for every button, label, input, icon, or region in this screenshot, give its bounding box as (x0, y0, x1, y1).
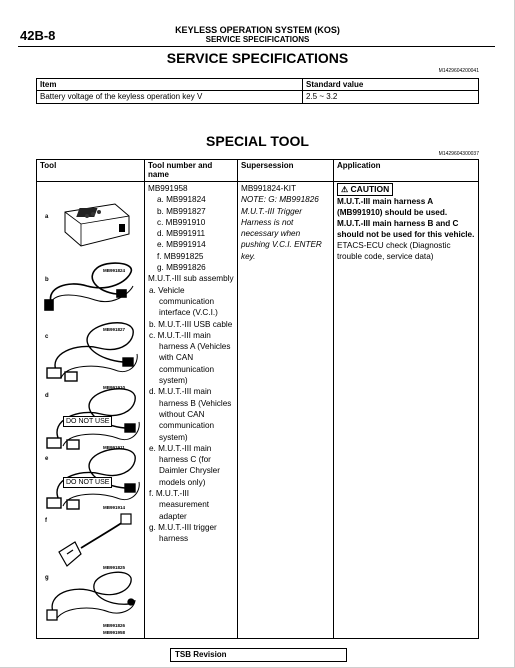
supersession-number: MB991824-KIT (241, 184, 297, 193)
tool-number-name-cell (145, 182, 238, 639)
vci-device-drawing (65, 204, 129, 246)
spec-header-row (37, 79, 479, 91)
do-not-use-label-d: DO NOT USE (63, 416, 112, 427)
header-rule (18, 46, 495, 47)
tool-header-row (37, 160, 479, 182)
tool-name-f: f. M.U.T.-III measurement adapter (149, 489, 210, 521)
tool-number-g: g. MB991826 (157, 263, 206, 273)
tool-header-supersession: Supersession (238, 160, 334, 182)
spec-header-item: Item (37, 79, 303, 91)
tool-illustration-cell (37, 182, 145, 639)
page-number: 42B-8 (20, 28, 56, 43)
tool-label-e: e (45, 456, 49, 462)
tool-number-d: d. MB991911 (157, 229, 206, 239)
tool-header-application: Application (334, 160, 479, 182)
part-number-mb991914: MB991914 (103, 505, 126, 510)
tool-name-d: d. M.U.T.-III main harness B (Vehicles without CAN communication system) (149, 387, 232, 442)
tool-name-b: b. M.U.T.-III USB cable (149, 319, 233, 329)
tool-sub-assembly-name: M.U.T.-III sub assembly (148, 274, 234, 284)
section-title: KEYLESS OPERATION SYSTEM (KOS) (175, 25, 340, 35)
spec-value-cell: 2.5 ~ 3.2 (303, 91, 479, 104)
tool-number-e: e. MB991914 (157, 240, 206, 250)
service-specifications-title: SERVICE SPECIFICATIONS (166, 50, 349, 66)
tool-number-f: f. MB991825 (157, 251, 204, 261)
tool-number-a: a. MB991824 (157, 195, 206, 205)
tool-name-c: c. M.U.T.-III main harness A (Vehicles with CAN communication system) (149, 330, 231, 386)
service-specifications-table (36, 78, 479, 104)
spec-item-cell: Battery voltage of the keyless operation key V (37, 91, 303, 104)
tool-name-a: a. Vehicle communication interface (V.C.I.) (149, 285, 218, 318)
application-text: ETACS-ECU check (Diagnostic trouble code, service data) (337, 241, 451, 261)
part-number-mb991826: MB991826 (103, 623, 126, 628)
warning-triangle-icon: ⚠ (341, 185, 349, 194)
part-number-mb991911: MB991911 (103, 445, 125, 450)
measurement-adapter-drawing (59, 514, 131, 566)
special-tool-title: SPECIAL TOOL (206, 133, 309, 149)
tool-label-c: c (45, 334, 49, 340)
supersession-cell (238, 182, 334, 639)
tool-label-d: d (45, 393, 49, 399)
subsection-title: SERVICE SPECIFICATIONS (205, 35, 310, 44)
tool-number-b: b. MB991827 (157, 206, 206, 216)
caution-box (337, 183, 393, 196)
application-cell (334, 182, 479, 639)
tool-number-main: MB991958 (148, 184, 188, 193)
trigger-harness-drawing (47, 572, 135, 620)
caution-label: CAUTION (350, 184, 390, 194)
tsb-revision-box: TSB Revision (170, 648, 347, 662)
part-number-mb991824: MB991824 (103, 268, 126, 273)
tool-label-a: a (45, 214, 49, 220)
part-number-mb991827: MB991827 (103, 327, 126, 332)
spec-row (37, 91, 479, 104)
spec-reference-code: M1429604200041 (438, 68, 479, 74)
tool-label-f: f (45, 518, 47, 524)
part-number-mb991958: MB991958 (103, 630, 126, 635)
tool-name-g: g. M.U.T.-III trigger harness (149, 522, 217, 544)
tool-illustrations (37, 182, 145, 639)
tool-drawings-svg (37, 182, 145, 639)
part-number-mb991910: MB991910 (103, 385, 126, 390)
tool-number-c: c. MB991910 (157, 217, 206, 227)
part-number-mb991825: MB991825 (103, 565, 126, 570)
spec-header-standard-value: Standard value (303, 79, 479, 91)
special-tool-table (36, 159, 479, 639)
tool-name-e: e. M.U.T.-III main harness C (for Daimler Chrysler models only) (149, 443, 220, 487)
supersession-note: NOTE: G: MB991826 M.U.T.-III Trigger Harness is not necessary when pushing V.C.I. ENTER key. (241, 195, 322, 261)
tool-row (37, 182, 479, 639)
tool-header-number-name: Tool number and name (145, 160, 238, 182)
tool-label-g: g (45, 575, 49, 581)
tool-header-tool: Tool (37, 160, 145, 182)
special-tool-reference-code: M1429604300037 (438, 151, 479, 157)
caution-text: M.U.T.-III main harness A (MB991910) should be used. M.U.T.-III main harness B and C should not be used for this vehicle. (337, 197, 475, 239)
do-not-use-label-e: DO NOT USE (63, 477, 112, 488)
tool-label-b: b (45, 277, 49, 283)
